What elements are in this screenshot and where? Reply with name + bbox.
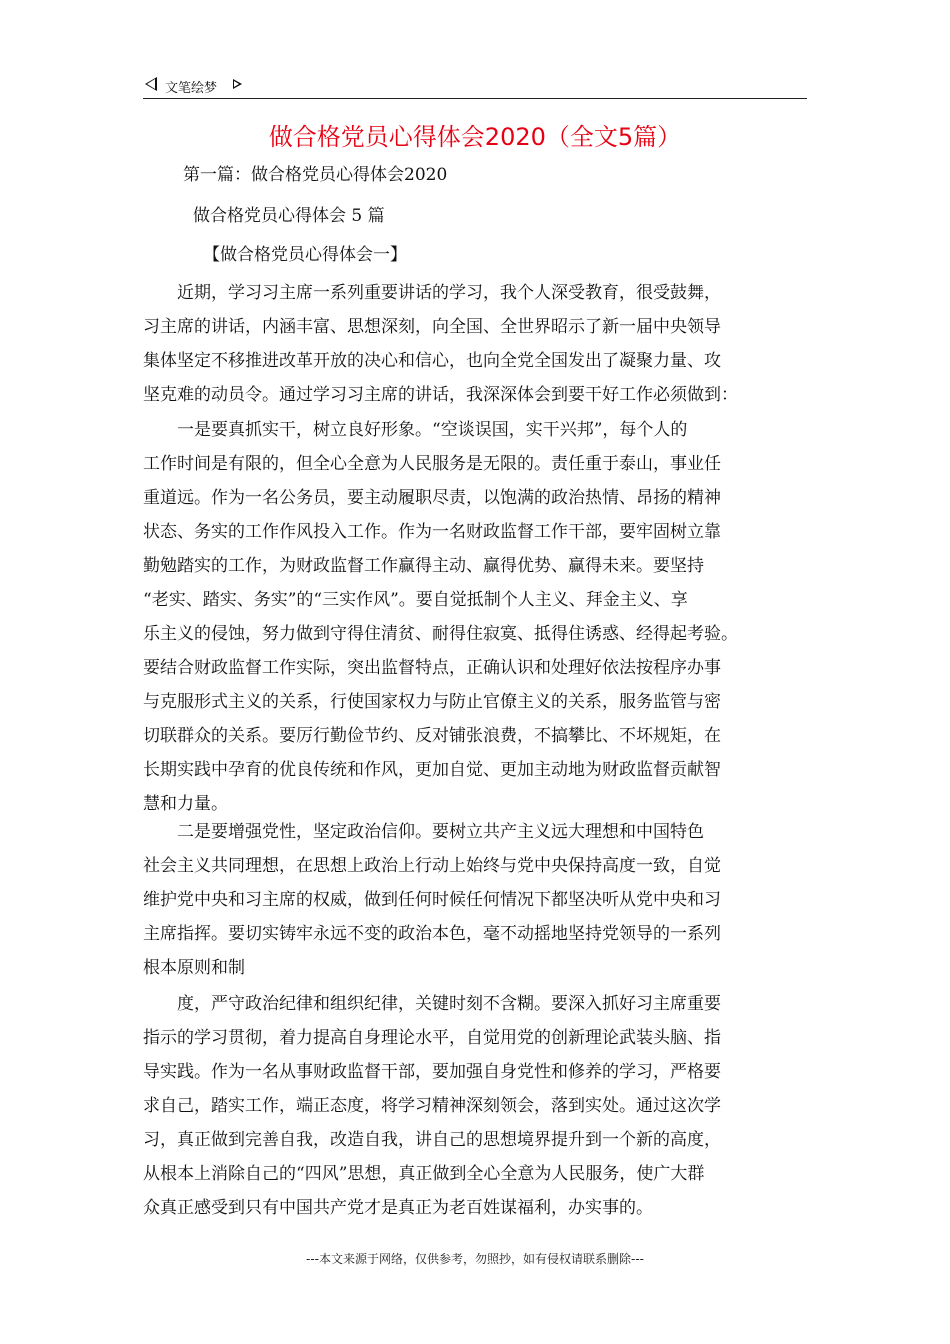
paragraph-line: 慧和力量。: [143, 794, 228, 814]
paragraph-line: 习主席的讲话，内涵丰富、思想深刻，向全国、全世界昭示了新一届中央领导: [143, 317, 721, 337]
paragraph-line: 主席指挥。要切实铸牢永远不变的政治本色，毫不动摇地坚持党领导的一系列: [143, 924, 721, 944]
paragraph-line: 长期实践中孕育的优良传统和作风，更加自觉、更加主动地为财政监督贡献智: [143, 760, 721, 780]
document-title: 做合格党员心得体会2020（全文5篇）: [268, 123, 682, 151]
header-brand-text: 文笔绘梦: [165, 81, 218, 96]
paragraph-line: 从根本上消除自己的“四风”思想，真正做到全心全意为人民服务，使广大群: [143, 1164, 705, 1184]
paragraph-2: [143, 413, 807, 821]
paragraph-4: [143, 987, 807, 1225]
paragraph-line: 状态、务实的工作作风投入工作。作为一名财政监督工作干部，要牢固树立靠: [143, 522, 721, 542]
paragraph-line: 一是要真抓实干，树立良好形象。“空谈误国，实干兴邦”，每个人的: [143, 420, 688, 440]
paragraph-line: 求自己，踏实工作，端正态度，将学习精神深刻领会，落到实处。通过这次学: [143, 1096, 721, 1116]
paragraph-line: 切联群众的关系。要厉行勤俭节约、反对铺张浪费，不搞攀比、不坏规矩，在: [143, 726, 721, 746]
paragraph-line: 众真正感受到只有中国共产党才是真正为老百姓谋福利，办实事的。: [143, 1198, 653, 1218]
paragraph-line: 与克服形式主义的关系，行使国家权力与防止官僚主义的关系，服务监管与密: [143, 692, 721, 712]
paragraph-line: “老实、踏实、务实”的“三实作风”。要自觉抵制个人主义、拜金主义、享: [143, 590, 688, 610]
paragraph-line: 集体坚定不移推进改革开放的决心和信心，也向全党全国发出了凝聚力量、攻: [143, 351, 721, 371]
paragraph-line: 度，严守政治纪律和组织纪律，关键时刻不含糊。要深入抓好习主席重要: [143, 994, 721, 1014]
paragraph-line: 根本原则和制: [143, 958, 245, 978]
paragraph-line: 勤勉踏实的工作，为财政监督工作赢得主动、赢得优势、赢得未来。要坚持: [143, 556, 704, 576]
paragraph-line: 二是要增强党性，坚定政治信仰。要树立共产主义远大理想和中国特色: [143, 822, 704, 842]
page-header: [143, 74, 807, 99]
paragraph-line: 维护党中央和习主席的权威，做到任何时候任何情况下都坚决听从党中央和习: [143, 890, 721, 910]
paragraph-1: [143, 276, 807, 412]
subtitle-article-count: 做合格党员心得体会 5 篇: [193, 206, 385, 226]
footer-disclaimer: ---本文来源于网络，仅供参考，勿照抄，如有侵权请联系删除---: [306, 1252, 644, 1266]
left-triangle-icon: [145, 77, 157, 91]
paragraph-line: 重道远。作为一名公务员，要主动履职尽责，以饱满的政治热情、昂扬的精神: [143, 488, 721, 508]
paragraph-line: 坚克难的动员令。通过学习习主席的讲话，我深深体会到要干好工作必须做到：: [143, 385, 738, 405]
paragraph-line: 乐主义的侵蚀，努力做到守得住清贫、耐得住寂寞、抵得住诱惑、经得起考验。: [143, 624, 738, 644]
paragraph-line: 导实践。作为一名从事财政监督干部，要加强自身党性和修养的学习，严格要: [143, 1062, 721, 1082]
paragraph-line: 习，真正做到完善自我，改造自我，讲自己的思想境界提升到一个新的高度，: [143, 1130, 721, 1150]
paragraph-line: 近期，学习习主席一系列重要讲话的学习，我个人深受教育，很受鼓舞，: [143, 283, 721, 303]
paragraph-3: [143, 815, 807, 985]
paragraph-line: 指示的学习贯彻，着力提高自身理论水平，自觉用党的创新理论武装头脑、指: [143, 1028, 721, 1048]
section-heading: 【做合格党员心得体会一】: [203, 245, 407, 265]
paragraph-line: 工作时间是有限的，但全心全意为人民服务是无限的。责任重于泰山，事业任: [143, 454, 721, 474]
subtitle-first-article: 第一篇：做合格党员心得体会2020: [183, 165, 448, 185]
right-triangle-icon: [233, 79, 242, 89]
paragraph-line: 社会主义共同理想，在思想上政治上行动上始终与党中央保持高度一致，自觉: [143, 856, 721, 876]
paragraph-line: 要结合财政监督工作实际，突出监督特点，正确认识和处理好依法按程序办事: [143, 658, 721, 678]
